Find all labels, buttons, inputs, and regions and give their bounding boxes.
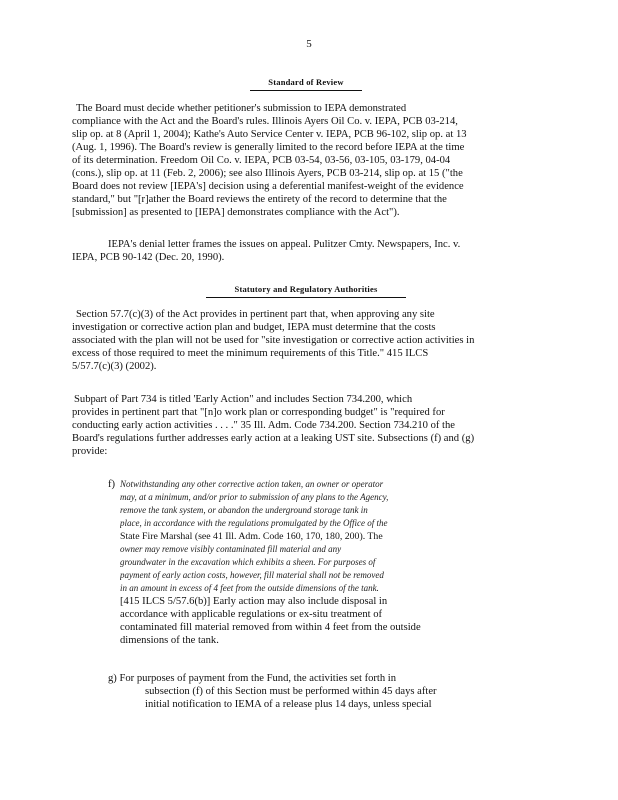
subsection-f-line: State Fire Marshal (see 41 Ill. Adm. Code 160, 170, 180, 200). The (120, 531, 383, 542)
subsection-f-line: [415 ILCS 5/57.6(b)] Early action may also include disposal in (120, 596, 388, 607)
denial-letter-paragraph (72, 238, 534, 264)
statutory-authorities-heading: Statutory and Regulatory Authorities (206, 283, 406, 298)
paragraph-line: (cons.), slip op. at 11 (Feb. 2, 2006); see also Illinois Ayers, PCB 03-214, slip op. at 15 ("the (72, 168, 463, 179)
subsection-f-line: dimensions of the tank. (120, 635, 219, 646)
page-number: 5 (306, 38, 312, 50)
paragraph-line: associated with the plan will not be used for "site investigation or corrective action activities in (72, 335, 475, 346)
paragraph-line: [submission] as presented to [IEPA] demonstrates compliance with the Act"). (72, 207, 400, 218)
subsection-f-line: contaminated fill material removed from within 4 feet from the outside (120, 622, 421, 633)
subsection-f-line: in an amount in excess of 4 feet from the outside dimensions of the tank. (120, 583, 379, 593)
subsection-g-marker: g) (108, 673, 117, 684)
subsection-f-body (120, 478, 508, 647)
subsection-g-line: subsection (f) of this Section must be performed within 45 days after (145, 686, 437, 697)
paragraph-line: Subpart of Part 734 is titled 'Early Action" and includes Section 734.200, which (74, 394, 413, 405)
subsection-f-line: groundwater in the excavation which exhibits a sheen. For purposes of (120, 557, 376, 567)
subsection-g-line (108, 672, 508, 685)
paragraph-line: excess of those required to meet the minimum requirements of this Title." 415 ILCS (72, 348, 429, 359)
paragraph-line: compliance with the Act and the Board's rules. Illinois Ayers Oil Co. v. IEPA, PCB 03-214, (72, 116, 458, 127)
subsection-g-line: initial notification to IEMA of a release plus 14 days, unless special (145, 699, 432, 710)
subsection-f-line: may, at a minimum, and/or prior to submission of any plans to the Agency, (120, 492, 389, 502)
subsection-f-line: remove the tank system, or abandon the underground storage tank in (120, 505, 368, 515)
paragraph-line: Board does not review [IEPA's] decision using a deferential manifest-weight of the evidence (72, 181, 464, 192)
paragraph-line: (Aug. 1, 1996). The Board's review is generally limited to the record before IEPA at the time (72, 142, 465, 153)
paragraph-line: The Board must decide whether petitioner's submission to IEPA demonstrated (76, 103, 407, 114)
paragraph-line: provide: (72, 446, 108, 457)
paragraph-line: of its determination. Freedom Oil Co. v. IEPA, PCB 03-54, 03-56, 03-105, 03-179, 04-04 (72, 155, 451, 166)
paragraph-line: 5/57.7(c)(3) (2002). (72, 361, 157, 372)
paragraph-line: IEPA's denial letter frames the issues on appeal. Pulitzer Cmty. Newspapers, Inc. v. (108, 239, 461, 250)
paragraph-line: provides in pertinent part that "[n]o work plan or corresponding budget" is "required for (72, 407, 445, 418)
subsection-f-marker: f) (108, 479, 116, 490)
standard-of-review-paragraph (72, 102, 534, 219)
paragraph-line: investigation or corrective action plan and budget, IEPA must determine that the costs (72, 322, 436, 333)
paragraph-line: IEPA, PCB 90-142 (Dec. 20, 1990). (72, 252, 225, 263)
subsection-f-line: owner may remove visibly contaminated fill material and any (120, 544, 342, 554)
section-57-paragraph (72, 308, 534, 373)
subsection-g (108, 672, 508, 711)
subsection-f-line: payment of early action costs, however, fill material shall not be removed (120, 570, 384, 580)
subsection-f-line: accordance with applicable regulations or ex-situ treatment of (120, 609, 383, 620)
subsection-f-line: Notwithstanding any other corrective action taken, an owner or operator (120, 479, 384, 489)
paragraph-line: Board's regulations further addresses early action at a leaking UST site. Subsections (f) and (g) (72, 433, 475, 444)
subsection-f (108, 478, 508, 647)
subsection-f-line: place, in accordance with the regulations promulgated by the Office of the (120, 518, 388, 528)
paragraph-line: Section 57.7(c)(3) of the Act provides in pertinent part that, when approving any site (76, 309, 435, 320)
paragraph-line: conducting early action activities . . . ." 35 Ill. Adm. Code 734.200. Section 734.210 of the (72, 420, 455, 431)
standard-of-review-heading: Standard of Review (250, 76, 362, 91)
subsection-g-text: For purposes of payment from the Fund, the activities set forth in (119, 673, 397, 684)
subpart-paragraph (72, 393, 534, 458)
paragraph-line: slip op. at 8 (April 1, 2004); Kathe's Auto Service Center v. IEPA, PCB 96-102, slip op. at 13 (72, 129, 467, 140)
paragraph-line: standard," but "[r]ather the Board reviews the entirety of the record to determine that the (72, 194, 447, 205)
